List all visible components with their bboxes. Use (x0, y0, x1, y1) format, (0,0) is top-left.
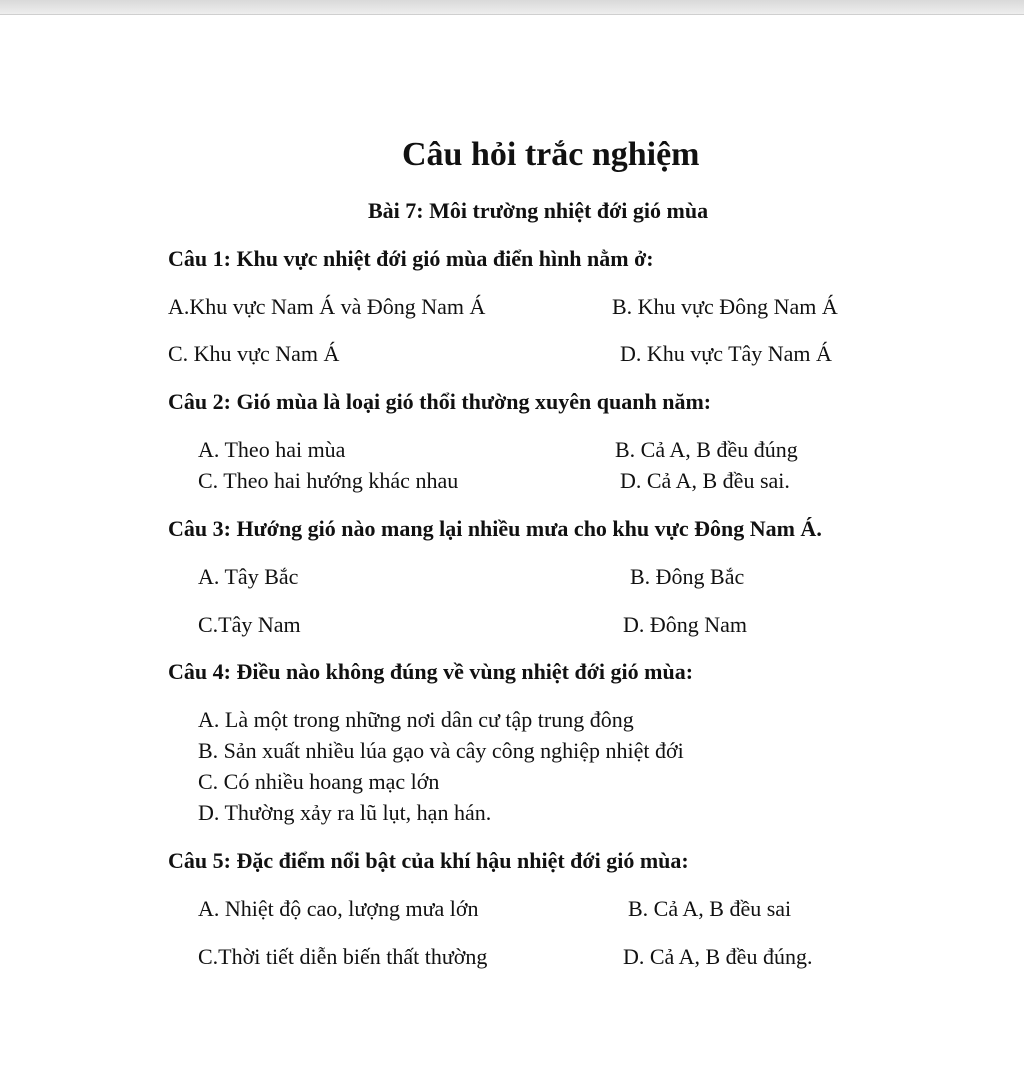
question-1: Câu 1: Khu vực nhiệt đới gió mùa điển hình nằm ở: (168, 246, 654, 271)
question-1-option-d: D. Khu vực Tây Nam Á (620, 341, 832, 366)
question-4-option-b: B. Sản xuất nhiều lúa gạo và cây công nghiệp nhiệt đới (198, 738, 684, 763)
question-1-option-c: C. Khu vực Nam Á (168, 341, 340, 366)
question-1-option-b: B. Khu vực Đông Nam Á (612, 294, 838, 319)
question-3-option-a: A. Tây Bắc (198, 564, 299, 589)
question-2-option-d: D. Cả A, B đều sai. (620, 468, 790, 493)
question-5-option-d: D. Cả A, B đều đúng. (623, 944, 813, 969)
lesson-subtitle: Bài 7: Môi trường nhiệt đới gió mùa (368, 198, 709, 223)
question-3-option-d: D. Đông Nam (623, 612, 748, 637)
question-4-option-d: D. Thường xảy ra lũ lụt, hạn hán. (198, 800, 492, 825)
question-5-option-b: B. Cả A, B đều sai (628, 896, 792, 921)
question-2-option-b: B. Cả A, B đều đúng (615, 437, 798, 462)
question-3-option-c: C.Tây Nam (198, 612, 301, 637)
question-3: Câu 3: Hướng gió nào mang lại nhiều mưa cho khu vực Đông Nam Á. (168, 516, 822, 541)
question-4-option-c: C. Có nhiều hoang mạc lớn (198, 769, 440, 794)
question-2: Câu 2: Gió mùa là loại gió thổi thường xuyên quanh năm: (168, 389, 712, 414)
question-2-option-a: A. Theo hai mùa (198, 437, 346, 462)
question-4: Câu 4: Điều nào không đúng về vùng nhiệt đới gió mùa: (168, 659, 694, 684)
page-title: Câu hỏi trắc nghiệm (402, 136, 700, 173)
question-5-option-c: C.Thời tiết diễn biến thất thường (198, 944, 488, 969)
question-3-option-b: B. Đông Bắc (630, 564, 745, 589)
question-5-option-a: A. Nhiệt độ cao, lượng mưa lớn (198, 896, 479, 921)
question-4-option-a: A. Là một trong những nơi dân cư tập trung đông (198, 707, 634, 732)
question-1-option-a: A.Khu vực Nam Á và Đông Nam Á (168, 294, 486, 319)
question-2-option-c: C. Theo hai hướng khác nhau (198, 468, 459, 493)
question-5: Câu 5: Đặc điểm nổi bật của khí hậu nhiệt đới gió mùa: (168, 848, 689, 873)
window-top-bar (0, 0, 1024, 15)
